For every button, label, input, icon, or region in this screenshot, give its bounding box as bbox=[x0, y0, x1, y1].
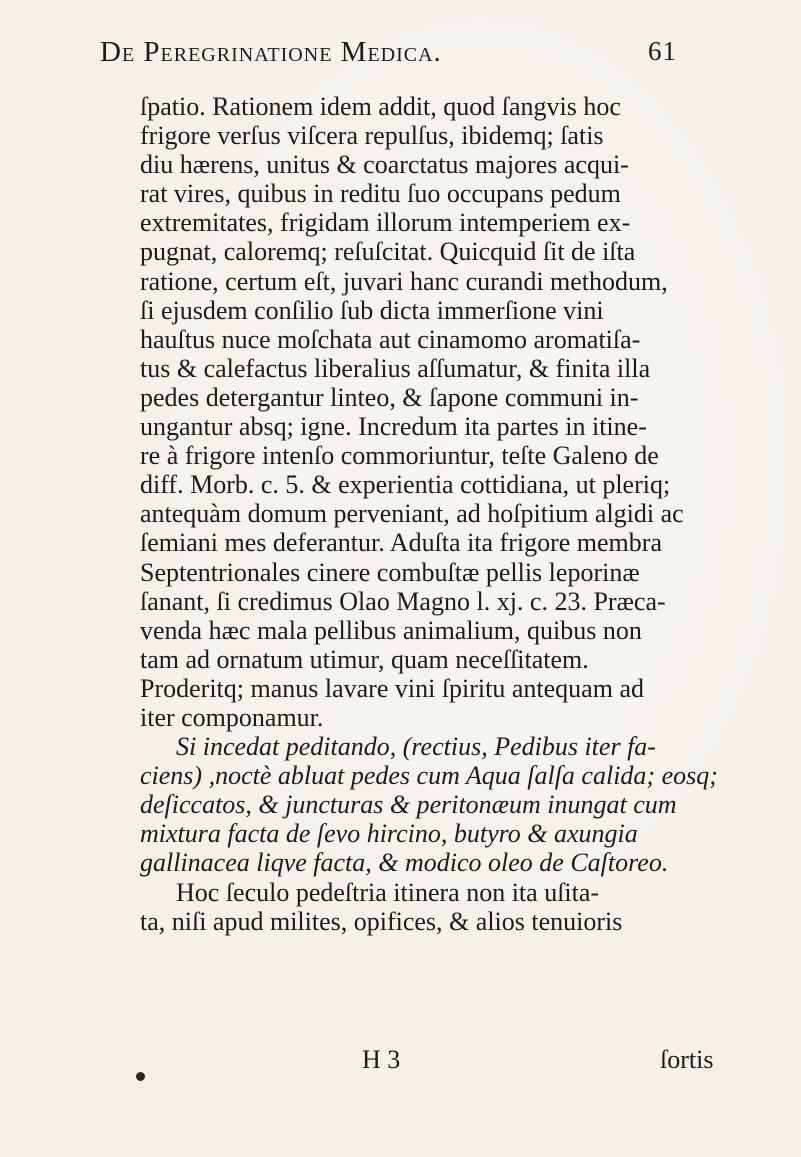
text-line: re à frigore intenſo commoriuntur, teſte Galeno de bbox=[140, 441, 659, 471]
text-line: ſpatio. Rationem idem addit, quod ſangvis hoc bbox=[140, 92, 621, 121]
text-line: pugnat, caloremq; reſuſcitat. Quicquid ſit de iſta bbox=[140, 237, 636, 267]
page-footer bbox=[140, 1045, 740, 1077]
text-line: venda hæc mala pellibus animalium, quibus non bbox=[140, 615, 642, 645]
quote-line: ciens) ,noctè abluat pedes cum Aqua ſalſa calida; eosq; bbox=[140, 761, 718, 791]
quote-line: deſiccatos, & juncturas & peritonæum inungat cum bbox=[140, 790, 677, 820]
text-line: Septentrionales cinere combuſtæ pellis leporinæ bbox=[140, 557, 640, 587]
page-number: 61 bbox=[648, 36, 677, 66]
text-line: pedes detergantur linteo, & ſapone communi in- bbox=[140, 382, 639, 412]
text-line: diu hærens, unitus & coarctatus majores acqui- bbox=[140, 150, 629, 180]
text-line: Proderitq; manus lavare vini ſpiritu antequam ad bbox=[140, 673, 644, 703]
text-line: rat vires, quibus in reditu ſuo occupans pedum bbox=[140, 179, 621, 209]
text-line: ſemiani mes deferantur. Aduſta ita frigore membra bbox=[140, 528, 662, 558]
text-line: iter componamur. bbox=[140, 702, 324, 732]
text-line: ungantur absq; igne. Incredum ita partes in itine- bbox=[140, 412, 647, 442]
body-text bbox=[140, 92, 740, 936]
catchword: ſortis bbox=[660, 1045, 714, 1074]
text-line: ſi ejusdem conſilio ſub dicta immerſione vini bbox=[140, 295, 604, 325]
text-line: ſanant, ſi credimus Olao Magno l. xj. c. 23. Præca- bbox=[140, 586, 666, 616]
text-line: ta, niſi apud milites, opifices, & alios tenuioris bbox=[140, 906, 623, 936]
text-line: ratione, certum eſt, juvari hanc curandi methodum, bbox=[140, 266, 668, 296]
text-line: diff. Morb. c. 5. & experientia cottidiana, ut pleriq; bbox=[140, 470, 671, 500]
text-line: antequàm domum perveniant, ad hoſpitium algidi ac bbox=[140, 499, 684, 529]
text-line: tus & calefactus liberalius aſſumatur, & finita illa bbox=[140, 353, 651, 383]
running-title: De Peregrinatione Medica. bbox=[100, 36, 442, 68]
text-line: frigore verſus viſcera repulſus, ibidemq; ſatis bbox=[140, 121, 604, 151]
ink-spot bbox=[136, 1072, 145, 1081]
text-line: hauſtus nuce moſchata aut cinamomo aromatiſa- bbox=[140, 324, 641, 354]
text-line: extremitates, frigidam illorum intemperiem ex- bbox=[140, 208, 631, 238]
running-head bbox=[100, 36, 680, 76]
quote-line: Si incedat peditando, (rectius, Pedibus iter fa- bbox=[176, 732, 656, 762]
quote-line: gallinacea liqve facta, & modico oleo de Caſtoreo. bbox=[140, 848, 669, 878]
quote-line: mixtura facta de ſevo hircino, butyro & axungia bbox=[140, 819, 638, 849]
text-line: tam ad ornatum utimur, quam neceſſitatem. bbox=[140, 644, 589, 674]
text-line: Hoc ſeculo pedeſtria itinera non ita uſita- bbox=[176, 877, 600, 907]
signature-mark: H 3 bbox=[362, 1045, 401, 1074]
